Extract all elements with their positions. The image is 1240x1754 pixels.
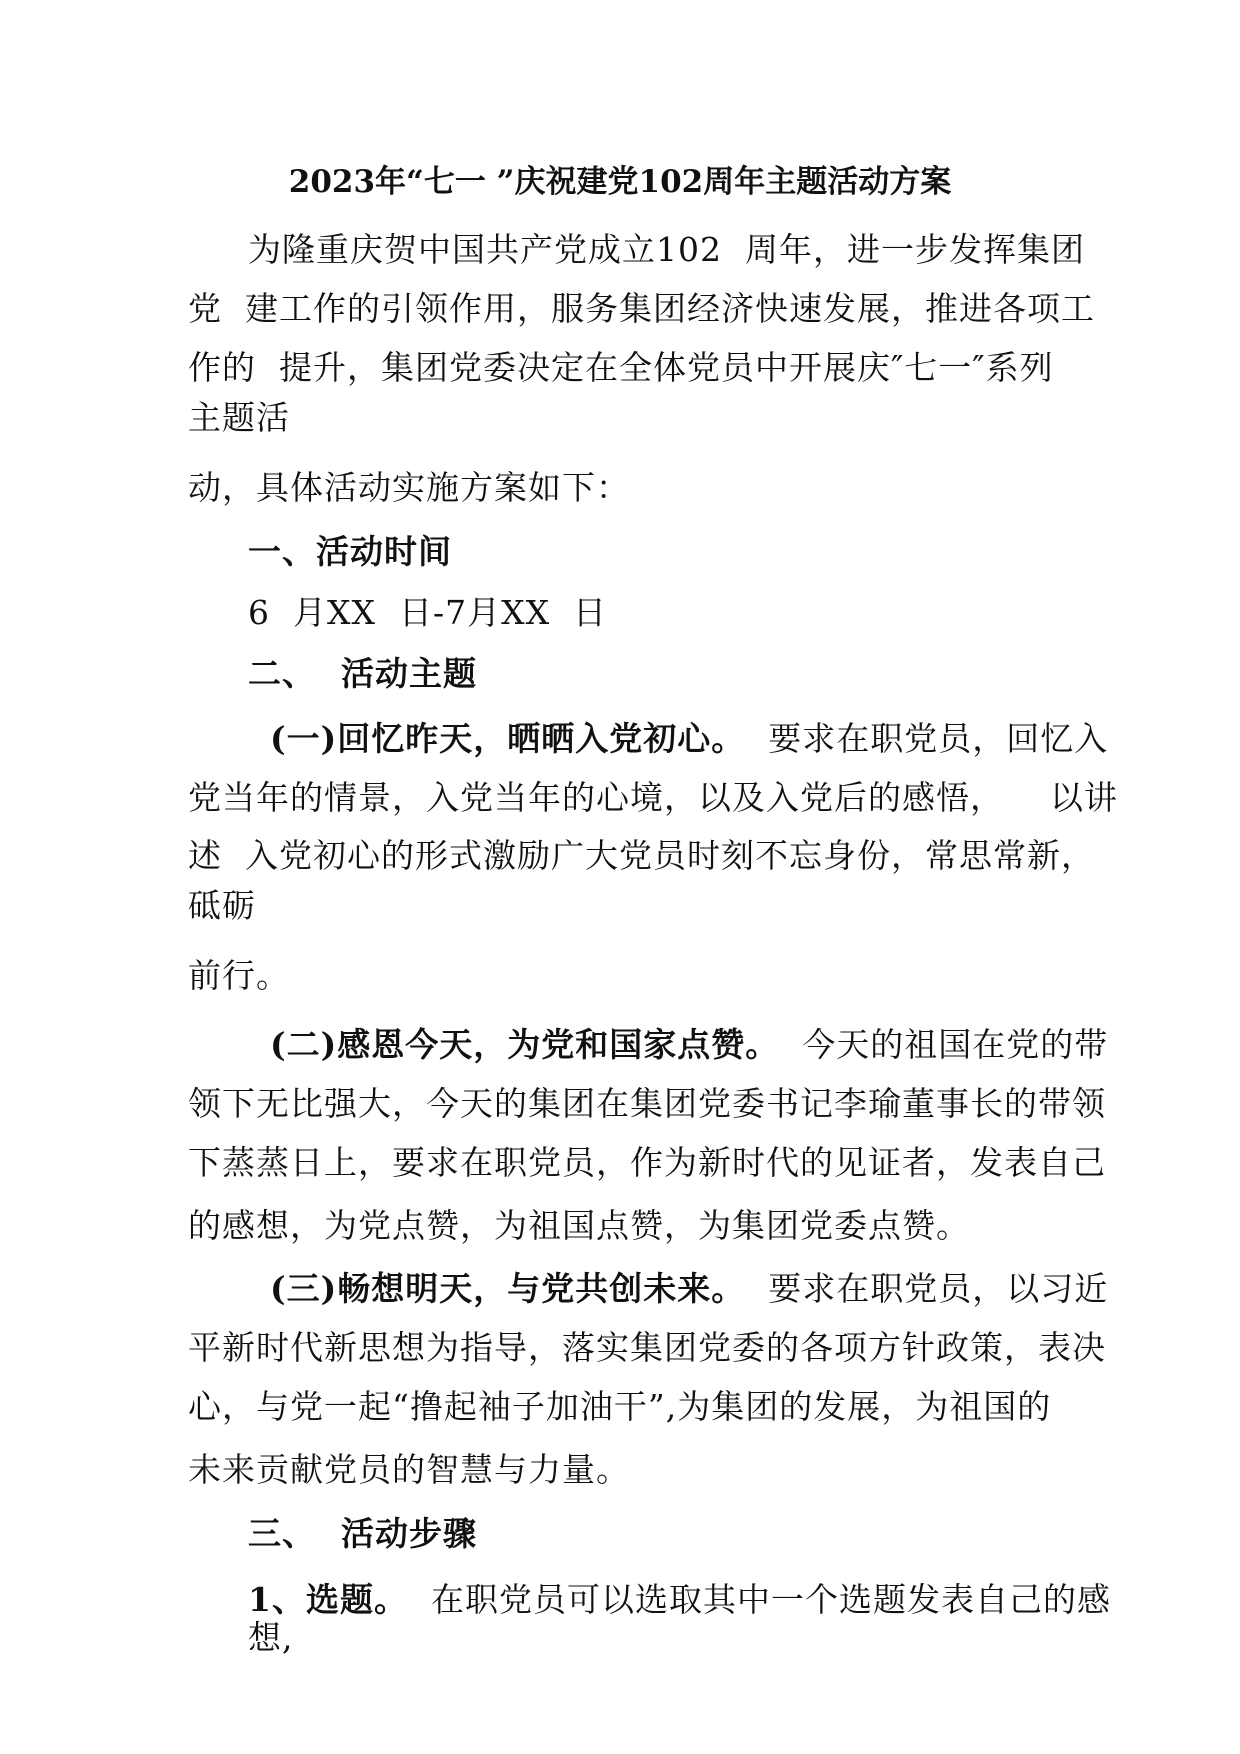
theme-1-line-3: 述 入党初心的形式激励广大党员时刻不忘身份，常思常新，: [188, 836, 1095, 875]
intro-line-1: 为隆重庆贺中国共产党成立102 周年，进一步发挥集团: [248, 230, 1085, 269]
step-1-label: 1、选题。: [248, 1580, 408, 1619]
theme-1-line-5: 前行。: [188, 956, 290, 995]
step-1-first-line: [248, 1580, 1111, 1620]
section-1-heading: 一、活动时间: [248, 532, 452, 571]
theme-1-label: (一)回忆昨天，晒晒入党初心。: [270, 719, 746, 758]
theme-3-line-4: 未来贡献党员的智慧与力量。: [188, 1450, 630, 1489]
step-1-line-2: 想,: [248, 1618, 294, 1657]
theme-3-first-line: [270, 1269, 1108, 1309]
intro-line-3: 作的 提升，集团党委决定在全体党员中开展庆″七一″系列: [188, 348, 1054, 387]
theme-2-first-line: [270, 1025, 1108, 1065]
section-3-heading: 三、 活动步骤: [248, 1514, 477, 1553]
document-title: 2023年“七一 ”庆祝建党102周年主题活动方案: [288, 164, 952, 200]
theme-1-line-4: 砥砺: [188, 886, 256, 925]
section-2-heading: 二、 活动主题: [248, 654, 477, 693]
theme-2-line-4: 的感想，为党点赞，为祖国点赞，为集团党委点赞。: [188, 1206, 970, 1245]
theme-3-line-2: 平新时代新思想为指导，落实集团党委的各项方针政策，表决: [188, 1328, 1106, 1367]
activity-time: 6 月XX 日-7月XX 日: [248, 593, 608, 632]
theme-1-first-text: 要求在职党员，回忆入: [745, 719, 1109, 758]
theme-3-first-text: 要求在职党员，以习近: [745, 1269, 1109, 1308]
step-1-first-text: 在职党员可以选取其中一个选题发表自己的感: [407, 1580, 1111, 1619]
theme-3-label: (三)畅想明天，与党共创未来。: [270, 1269, 746, 1308]
theme-2-label: (二)感恩今天，为党和国家点赞。: [270, 1025, 780, 1064]
theme-1-first-line: [270, 719, 1108, 759]
theme-3-line-3: 心，与党一起“撸起袖子加油干”,为集团的发展，为祖国的: [188, 1387, 1052, 1426]
theme-1-line-2: 党当年的情景，入党当年的心境，以及入党后的感悟， 以讲: [188, 778, 1118, 817]
theme-2-first-text: 今天的祖国在党的带: [779, 1025, 1109, 1064]
intro-line-2: 党 建工作的引领作用，服务集团经济快速发展，推进各项工: [188, 289, 1095, 328]
intro-line-5: 动，具体活动实施方案如下：: [188, 468, 630, 507]
theme-2-line-3: 下蒸蒸日上，要求在职党员，作为新时代的见证者，发表自己: [188, 1143, 1106, 1182]
intro-line-4: 主题活: [188, 398, 290, 437]
theme-2-line-2: 领下无比强大，今天的集团在集团党委书记李瑜董事长的带领: [188, 1084, 1106, 1123]
